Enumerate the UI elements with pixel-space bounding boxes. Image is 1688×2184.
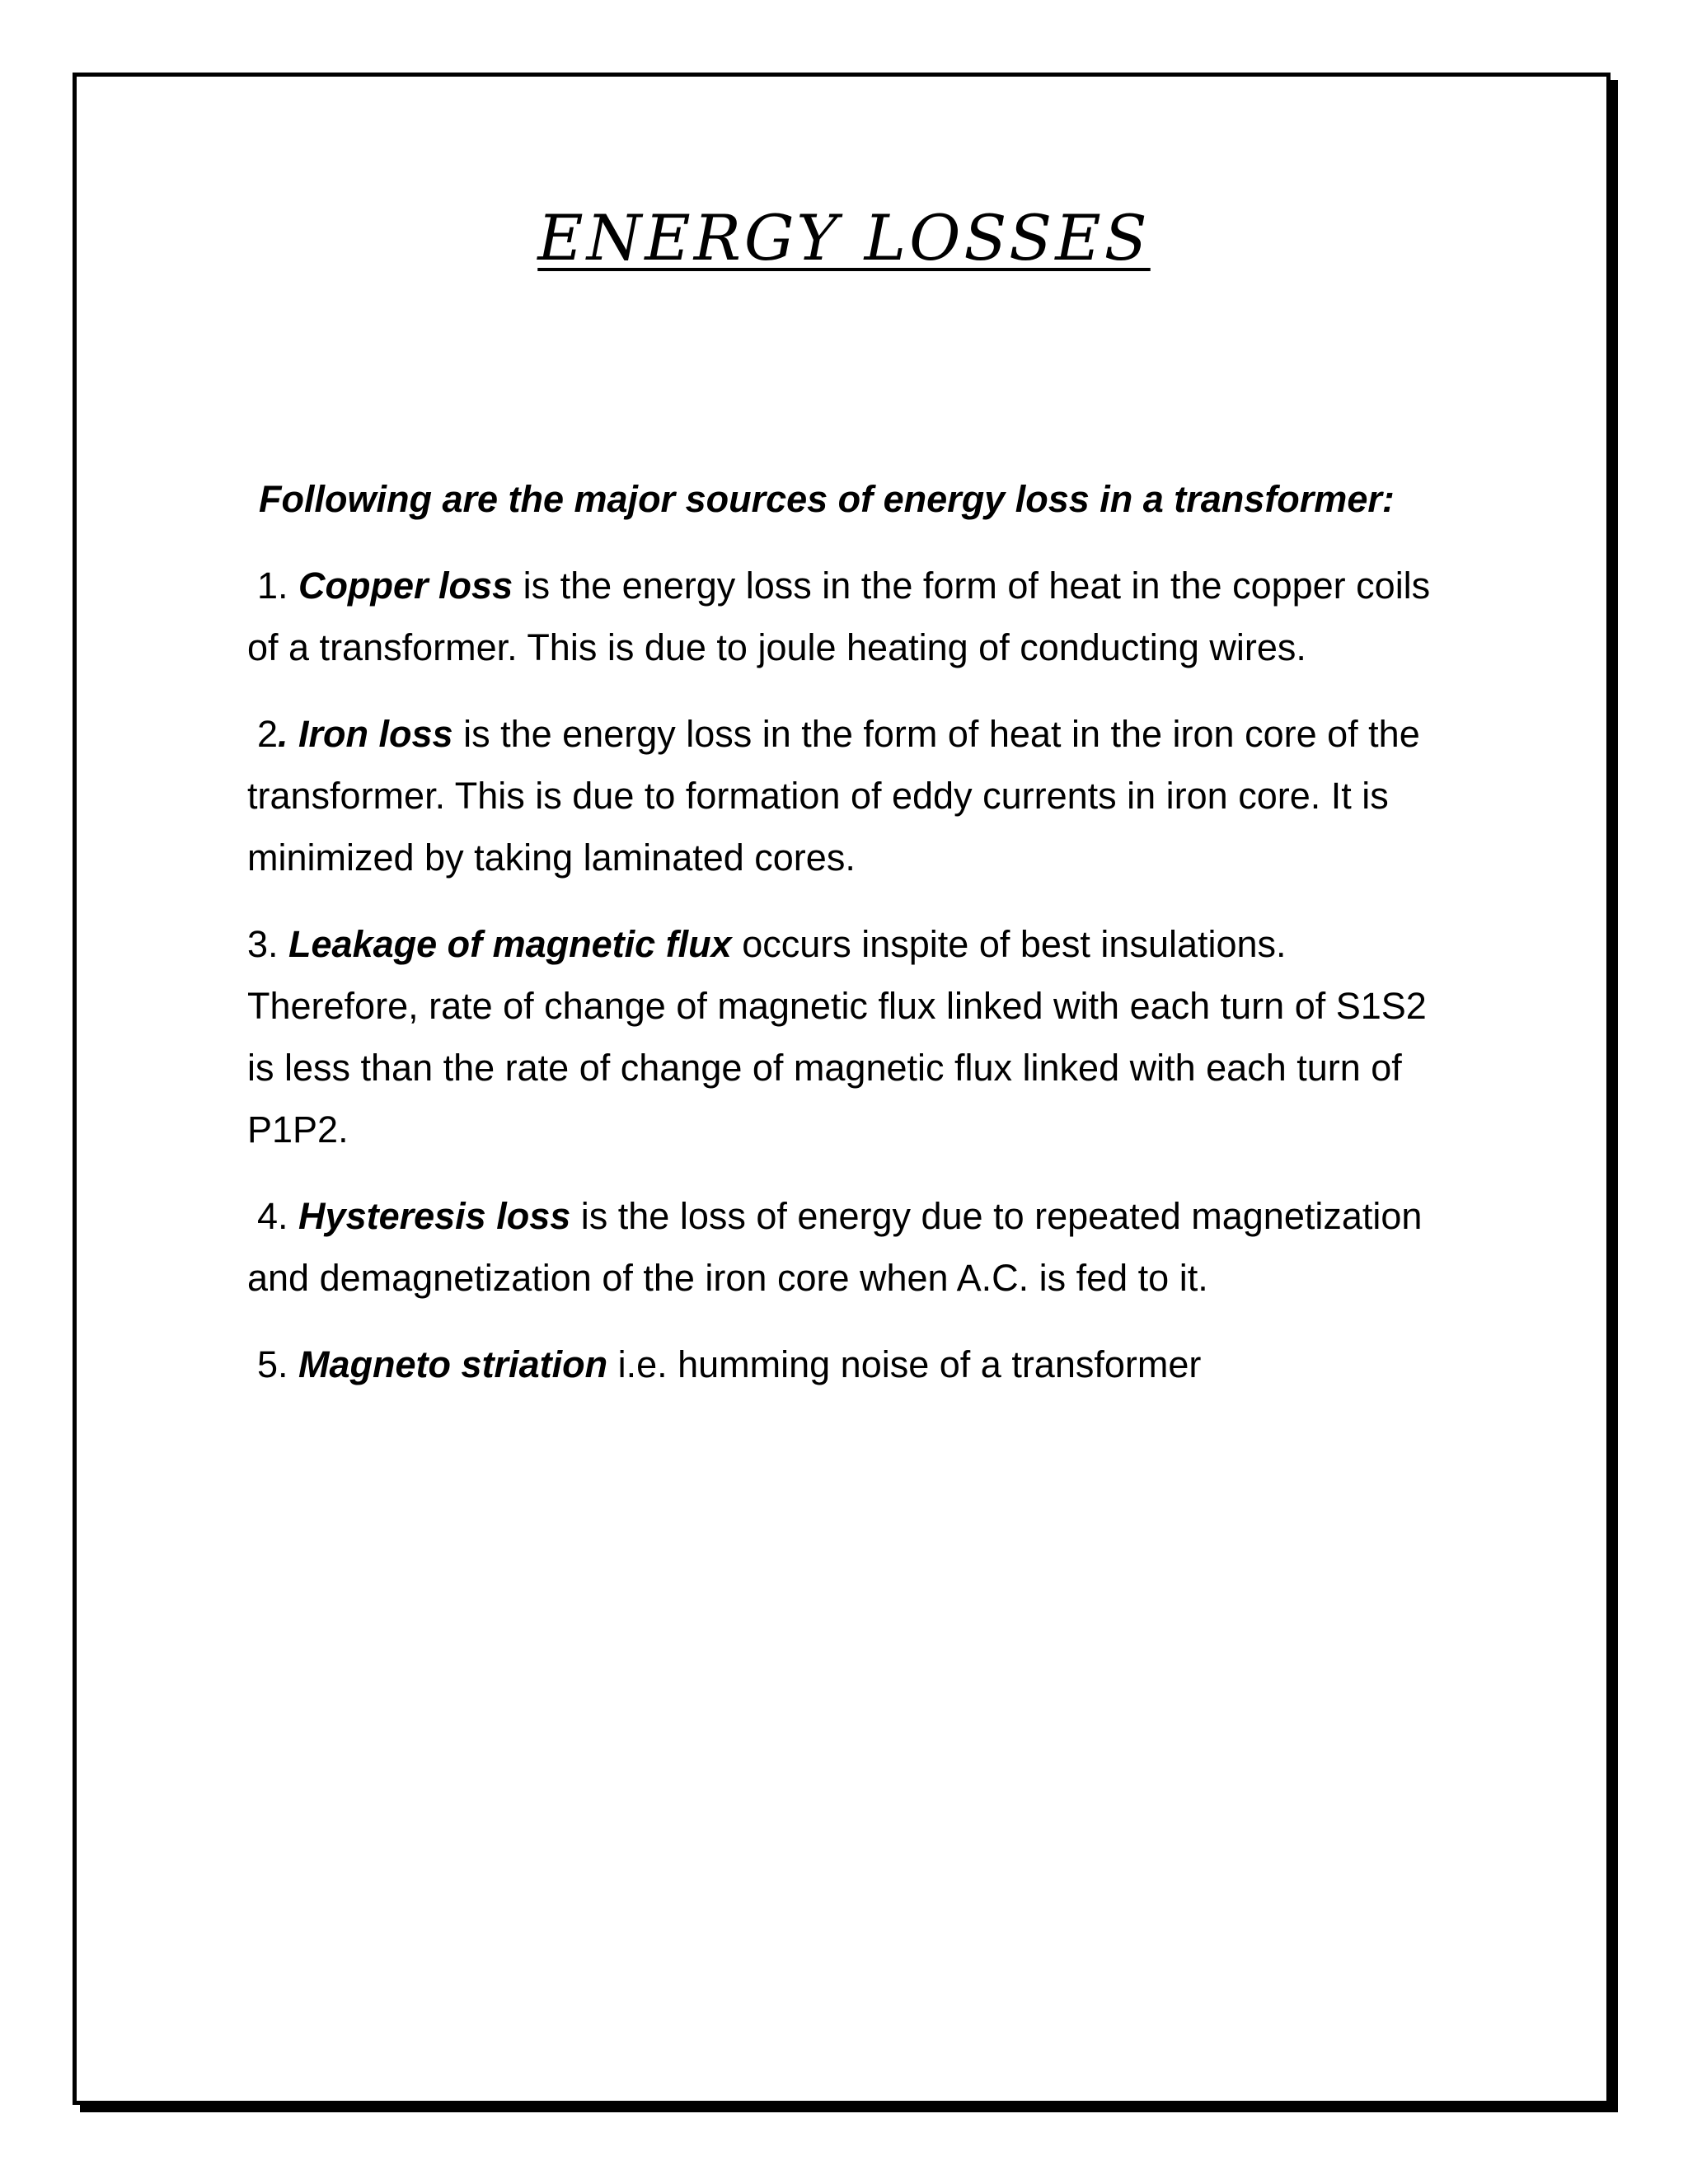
item-number: 2 bbox=[257, 713, 279, 755]
item-text: is the energy loss in the form of heat in the iron core of the transformer. This is due to formation of eddy currents in iron core. It is minimized by taking laminated cores. bbox=[247, 713, 1420, 879]
item-text: occurs inspite of best insulations. Therefore, rate of change of magnetic flux linked with each turn of S1S2 is less than the rate of change of magnetic flux linked with each turn of P1P2. bbox=[247, 923, 1427, 1151]
item-text: is the energy loss in the form of heat in the copper coils of a transformer. This is due to joule heating of conducting wires. bbox=[247, 565, 1431, 668]
list-item-hysteresis-loss bbox=[247, 1185, 1451, 1309]
item-number: 4. bbox=[257, 1195, 288, 1237]
item-number: 1. bbox=[257, 565, 288, 607]
item-term: . Iron loss bbox=[278, 713, 453, 755]
item-term: Leakage of magnetic flux bbox=[288, 923, 732, 965]
item-number: 5. bbox=[257, 1343, 288, 1385]
item-term: Hysteresis loss bbox=[298, 1195, 571, 1237]
item-text: is the loss of energy due to repeated magnetization and demagnetization of the iron core when A.C. is fed to it. bbox=[247, 1195, 1423, 1299]
intro-text: Following are the major sources of energy loss in a transformer: bbox=[259, 478, 1395, 520]
list-item-iron-loss bbox=[247, 703, 1451, 888]
page-title: ENERGY LOSSES bbox=[537, 201, 1151, 274]
list-item-leakage-flux bbox=[247, 913, 1451, 1160]
list-item-copper-loss bbox=[247, 555, 1451, 678]
item-text: i.e. humming noise of a transformer bbox=[607, 1343, 1202, 1385]
item-number: 3. bbox=[247, 923, 279, 965]
item-term: Magneto striation bbox=[298, 1343, 608, 1385]
item-term: Copper loss bbox=[298, 565, 513, 607]
list-item-magneto-striation bbox=[247, 1333, 1451, 1395]
document-body bbox=[247, 468, 1451, 1420]
